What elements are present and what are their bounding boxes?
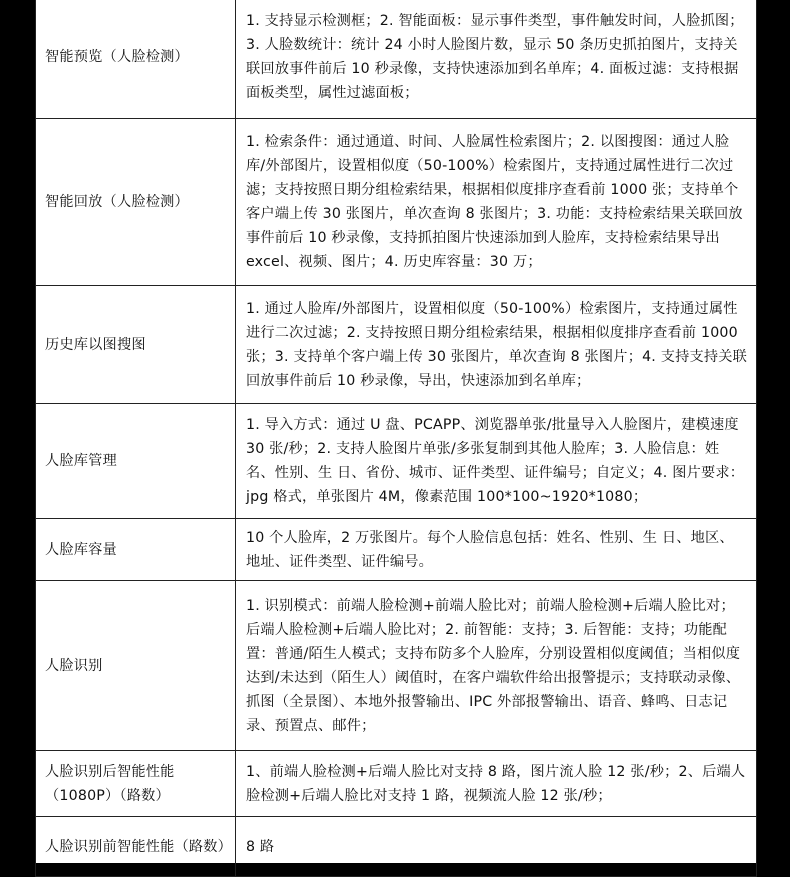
table-row bbox=[36, 581, 757, 751]
row-label-face-library-capacity: 人脸库容量 bbox=[36, 519, 236, 581]
row-label-frontend-performance: 人脸识别前智能性能（路数） bbox=[36, 817, 236, 877]
row-value-face-library-capacity: 10 个人脸库，2 万张图片。每个人脸信息包括：姓名、性别、生 日、地区、地址、证件类型、证件编号。 bbox=[236, 519, 757, 581]
row-label-smart-preview: 智能预览（人脸检测） bbox=[36, 0, 236, 119]
table-row bbox=[36, 519, 757, 581]
table-row bbox=[36, 0, 757, 119]
spec-table bbox=[35, 0, 757, 877]
row-value-smart-playback: 1. 检索条件：通过通道、时间、人脸属性检索图片；2. 以图搜图：通过人脸库/外部图片，设置相似度（50-100%）检索图片，支持通过属性进行二次过滤；支持按照日期分组检索结果，根据相似度排序查看前 1000 张；支持单个客户端上传 30 张图片，单次查询 8 张图片；3. 功能：支持检索结果关联回放事件前后 10 秒录像，支持抓拍图片快速添加到人脸库，支持检索结果导出 excel、视频、图片；4. 历史库容量：30 万； bbox=[236, 119, 757, 286]
table-row bbox=[36, 751, 757, 817]
row-label-backend-performance: 人脸识别后智能性能（1080P）（路数） bbox=[36, 751, 236, 817]
row-value-frontend-performance: 8 路 bbox=[236, 817, 757, 877]
table-row bbox=[36, 119, 757, 286]
row-label-history-image-search: 历史库以图搜图 bbox=[36, 286, 236, 404]
row-value-history-image-search: 1. 通过人脸库/外部图片，设置相似度（50-100%）检索图片，支持通过属性进行二次过滤；2. 支持按照日期分组检索结果，根据相似度排序查看前 1000 张；3. 支持单个客户端上传 30 张图片，单次查询 8 张图片；4. 支持支持关联回放事件前后 10 秒录像，导出，快速添加到名单库； bbox=[236, 286, 757, 404]
table-row bbox=[36, 817, 757, 877]
row-label-smart-playback: 智能回放（人脸检测） bbox=[36, 119, 236, 286]
table-row bbox=[36, 286, 757, 404]
table-row bbox=[36, 404, 757, 519]
row-value-smart-preview: 1. 支持显示检测框；2. 智能面板：显示事件类型，事件触发时间，人脸抓图；3. 人脸数统计：统计 24 小时人脸图片数，显示 50 条历史抓拍图片，支持关联回放事件前后 10 秒录像，支持快速添加到名单库；4. 面板过滤：支持根据面板类型，属性过滤面板； bbox=[236, 0, 757, 119]
spec-sheet bbox=[35, 0, 757, 863]
row-value-face-recognition: 1. 识别模式：前端人脸检测+前端人脸比对；前端人脸检测+后端人脸比对；后端人脸检测+后端人脸比对；2. 前智能：支持；3. 后智能：支持；功能配置：普通/陌生人模式；支持布防多个人脸库，分别设置相似度阈值；当相似度达到/未达到（陌生人）阈值时，在客户端软件给出报警提示；支持联动录像、抓图（全景图）、本地外报警输出、IPC 外部报警输出、语音、蜂鸣、日志记录、预置点、邮件； bbox=[236, 581, 757, 751]
row-label-face-library-management: 人脸库管理 bbox=[36, 404, 236, 519]
row-label-face-recognition: 人脸识别 bbox=[36, 581, 236, 751]
row-value-backend-performance: 1、前端人脸检测+后端人脸比对支持 8 路，图片流人脸 12 张/秒；2、后端人脸检测+后端人脸比对支持 1 路，视频流人脸 12 张/秒； bbox=[236, 751, 757, 817]
row-value-face-library-management: 1. 导入方式：通过 U 盘、PCAPP、浏览器单张/批量导入人脸图片，建模速度 30 张/秒；2. 支持人脸图片单张/多张复制到其他人脸库；3. 人脸信息：姓名、性别、生 日、省份、城市、证件类型、证件编号；自定义；4. 图片要求：jpg 格式，单张图片 4M，像素范围 100*100~1920*1080； bbox=[236, 404, 757, 519]
